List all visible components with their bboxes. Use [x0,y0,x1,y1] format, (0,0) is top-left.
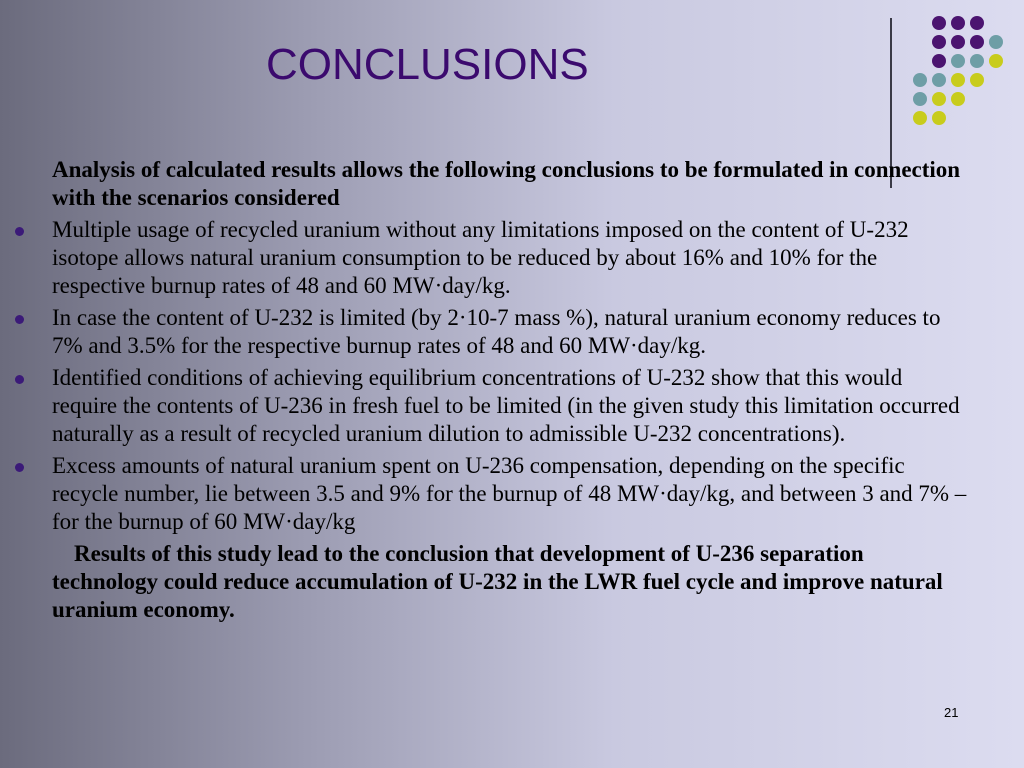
slide-body [52,156,970,624]
conclusion-text: Identified conditions of achieving equilibrium concentrations of U-232 show that this would require the contents of U-236 in fresh fuel to be limited (in the given study this limitation occurred naturally as a result of recycled uranium dilution to admissible U-232 concentrations). [52,365,960,446]
conclusion-item [52,364,970,448]
slide-title: CONCLUSIONS [266,40,589,89]
decorative-dot [932,73,946,87]
decorative-dot [951,54,965,68]
decorative-dot [932,16,946,30]
conclusion-item [52,216,970,300]
bullet-dot-icon [15,227,24,236]
intro-text: Analysis of calculated results allows the following conclusions to be formulated in connection with the scenarios considered [52,157,961,210]
decorative-dot [932,111,946,125]
closing-statement: Results of this study lead to the conclusion that development of U-236 separation technology could reduce accumulation of U-232 in the LWR fuel cycle and improve natural uranium economy. [52,541,943,622]
decorative-dot [951,16,965,30]
decorative-dot [970,54,984,68]
conclusion-item [52,304,970,360]
bullet-dot-icon [15,463,24,472]
decorative-dot [932,54,946,68]
decorative-dot [951,92,965,106]
decorative-dot [989,54,1003,68]
conclusion-text: In case the content of U-232 is limited (by 2·10-7 mass %), natural uranium economy reduces to 7% and 3.5% for the respective burnup rates of 48 and 60 MW·day/kg. [52,305,941,358]
bullet-dot-icon [15,375,24,384]
decorative-dot [970,73,984,87]
decorative-dot [913,92,927,106]
conclusion-item [52,452,970,536]
decorative-dot [913,111,927,125]
page-number: 21 [944,705,959,720]
decorative-dot [970,16,984,30]
bullet-dot-icon [15,315,24,324]
decorative-dot [951,35,965,49]
conclusion-text: Excess amounts of natural uranium spent on U-236 compensation, depending on the specific recycle number, lie between 3.5 and 9% for the burnup of 48 MW·day/kg, and between 3 and 7% – for the burnup of 60 MW·day/kg [52,453,967,534]
decorative-dot [989,35,1003,49]
conclusion-text: Multiple usage of recycled uranium without any limitations imposed on the content of U-232 isotope allows natural uranium consumption to be reduced by about 16% and 10% for the respective burnup rates of 48 and 60 MW·day/kg. [52,217,909,298]
decorative-dot [932,92,946,106]
decorative-dot [913,73,927,87]
decorative-dot [970,35,984,49]
conclusion-list [52,216,970,536]
decorative-dot [932,35,946,49]
decorative-dot [951,73,965,87]
